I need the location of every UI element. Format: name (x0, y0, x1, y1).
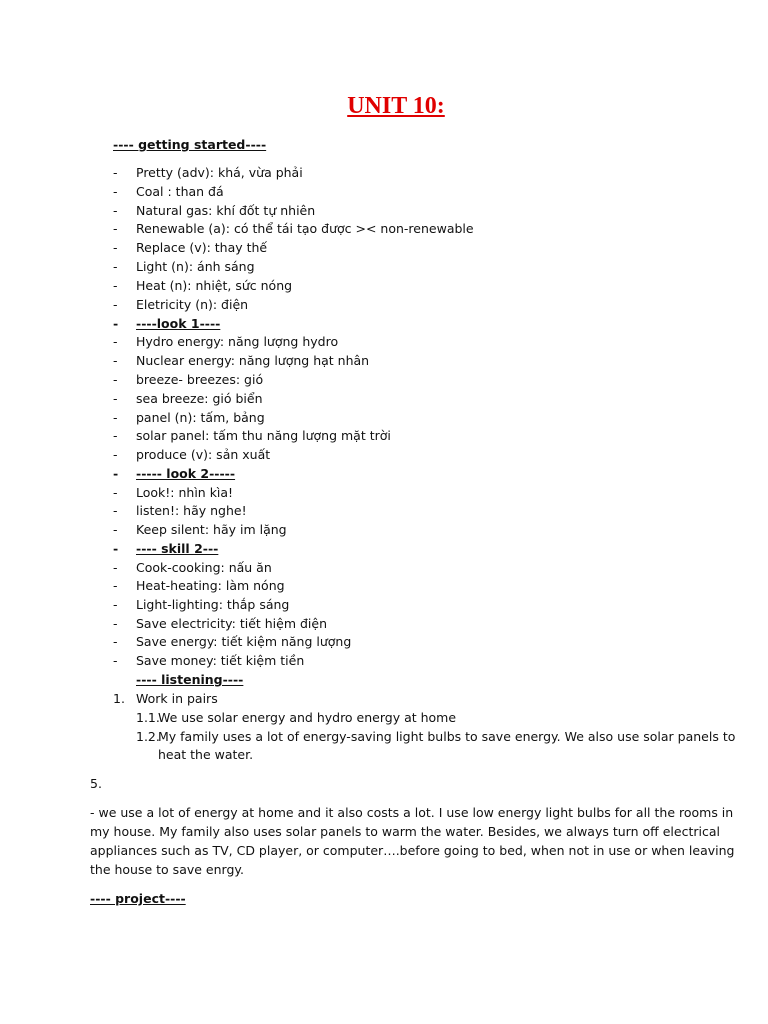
paragraph-line: appliances such as TV, CD player, or computer….before going to bed, when not in use or when leaving (90, 843, 735, 858)
paragraph-line: the house to save enrgy. (90, 862, 244, 877)
paragraph-line: - we use a lot of energy at home and it also costs a lot. I use low energy light bulbs for all the rooms in (90, 805, 734, 820)
section-heading-project: ---- project---- (90, 891, 186, 906)
paragraph-line: my house. My family also uses solar panels to warm the water. Besides, we always turn off electrical (90, 824, 720, 839)
section-heading-getting-started: ---- getting started---- (113, 137, 267, 152)
item-number: 5. (90, 776, 102, 791)
page-title: UNIT 10: (347, 93, 445, 119)
document-page: UNIT 10: ---- getting started---- - Pretty (adv): khá, vừa phải - Coal : than đá - Natural gas: khí đốt tự nhiên - Renewable (a): có thể tái tạo được >< non-renewable - Replace (v): thay thế - Light (n): ánh sáng - Heat (n): nhiệt, sức nóng - Eletricity (n): điện - ----look 1---- - Hydro energy: năng lượng hydro - Nuclear energy: năng lượng hạt nhân - breeze- breezes: gió - sea breeze: gió biển - panel (n): tấm, bảng - solar panel: tấm thu năng lượng mặt trời - produce (v): sản xuất - ----- look 2----- - Look!: nhìn kìa! - listen!: hãy nghe! - Keep silent: hãy im lặng - ---- skill 2--- - Cook-cooking: nấu ăn - Heat-heating: làm nóng - Light-lighting: thắp sáng - Save electricity: tiết hiệm điện - Save energy: tiết kiệm năng lượng - Save money: tiết kiệm tiền ---- listening---- 1. Work in pairs 1.1. We use solar energy and hydro energy at home 1.2. My family uses a lot of energy-saving light bulbs to save energy. We also use solar panels to heat the water. 5. - we use a lot of energy at home and it also costs a lot. I use low energy light bulbs for all the rooms in my house. My family also uses solar panels to warm the water. Besides, we always turn off electrical appliances such as TV, CD player, or computer….before going to bed, when not in use or when leaving the house to save enrgy. ---- project---- (0, 0, 768, 1024)
